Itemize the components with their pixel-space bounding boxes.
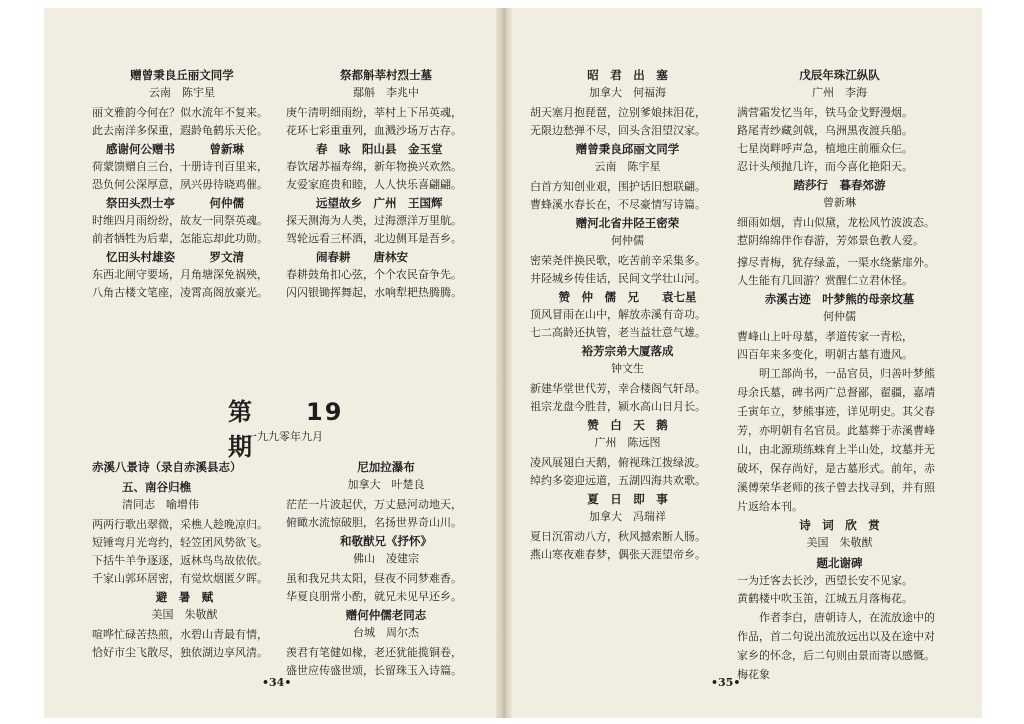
poem-line: 惹阴绵绵伴作春游，芳郊景色教人爱。 (737, 234, 924, 247)
poem-block (286, 248, 486, 302)
poem-block (286, 532, 486, 606)
poem-title: 闹春耕 唐林安 (316, 250, 408, 264)
poem-author: 云南 陈宇星 (149, 86, 215, 99)
poem-block (737, 290, 942, 516)
poem-block (286, 66, 486, 140)
poem-title: 祭田头烈士亭 何仲儒 (106, 196, 244, 210)
poem-line: 千家山郭环居密，有觉炊烟匿夕晖。 (92, 572, 268, 585)
poem-line: 友爱家庭贵和睦，人人快乐喜翩翩。 (286, 178, 462, 191)
poem-line: 东西北闸守要场，月角塘深免祸殃， (92, 268, 268, 281)
poem-line: 凌风展翅白天鹅，俯视珠江拨绿波。 (530, 456, 706, 469)
poem-line: 新建华堂世代芳，幸合楼阁气轩昂。 (530, 382, 706, 395)
page-number-left: •34• (262, 676, 292, 689)
poem-block (286, 458, 486, 532)
poem-title: 题北谢碑 (816, 556, 863, 570)
poem-title: 赠曾秉良邱丽文同学 (575, 142, 680, 156)
poem-line: 夏日沉雷动八方，秋风撼索断人肠。 (530, 530, 706, 543)
poem-author: 何仲儒 (823, 310, 856, 323)
left-column-1 (92, 66, 272, 302)
poem-line: 两两行歌出翠微，采樵人趁晚凉归。 (92, 518, 268, 531)
poem-author: 美国 朱敬猷 (151, 608, 218, 621)
poem-block (530, 342, 725, 416)
poem-author: 加拿大 何福海 (589, 86, 666, 99)
poem-line: 此去南洋多保重，遐龄龟鹤乐天伦。 (92, 124, 268, 137)
poem-author: 佛山 凌建宗 (353, 552, 419, 565)
poem-title: 五、南谷归樵 (122, 480, 191, 494)
poem-title: 远望故乡 广州 王国辉 (316, 196, 443, 210)
poem-author: 钟文生 (611, 362, 644, 375)
poem-block (530, 140, 725, 214)
right-column-2 (737, 66, 942, 684)
poem-line: 井陉城乡传佳话，民间文学壮山河。 (530, 272, 706, 285)
poem-block (737, 516, 942, 684)
poem-line: 无限边愁弹不尽，回头含泪望汉家。 (530, 124, 706, 137)
poem-author: 加拿大 冯瑞祥 (589, 510, 666, 523)
poem-line: 四百年来多变化，明朝古墓有遗风。 (737, 348, 913, 361)
poem-series-title: 赤溪八景诗（录自赤溪县志） (92, 460, 242, 474)
poem-title: 赠曾秉良丘丽文同学 (130, 68, 234, 82)
poem-line: 前者牺牲为后辈，怎能忘却此功勋。 (92, 232, 268, 245)
poem-author: 广州 陈远图 (594, 436, 661, 449)
poem-line: 七二高龄还执管，老当益壮意气雄。 (530, 326, 706, 339)
prose-paragraph: 明工部尚书，一品官员，归善叶梦熊母余氏墓，碑书两广总督鄙，翟疆，嘉靖壬寅年立，梦熊事迹，详见明史。其父春芳，亦明朝有名官员。此墓葬于赤溪曹峰山，由北源琐练蛛育上半山处，坟墓并无破坏，保存尚好，是古墓形式。前年，赤溪傅荣华老师的孩子曾去找寻到，并有照片返给本刊。 (737, 367, 935, 513)
poem-line: 密荣尧伴换民歌，吃苦前辛采集多。 (530, 254, 706, 267)
poem-author: 云南 陈宇星 (594, 160, 661, 173)
poem-title: 避 暑 赋 (155, 590, 214, 604)
poem-line: 满营霜发忆当年，铁马金戈野漫烟。 (737, 106, 913, 119)
left-column-2 (286, 66, 486, 302)
poem-title: 赠河北省井陉王密荣 (575, 216, 680, 230)
poem-line: 丽文雅韵今何在？似水流年不复来。 (92, 106, 268, 119)
poem-block (530, 416, 725, 490)
poem-line: 春耕鼓角扣心弦，个个农民奋争先。 (286, 268, 462, 281)
poem-author: 鄢斛 李兆中 (353, 86, 419, 99)
poem-author: 美国 朱敬猷 (806, 536, 873, 549)
poem-line: 荷蒙馈赠自三台，十册诗刊百里来， (92, 160, 268, 173)
poem-line: 七星岗畔呼声急，植地庄前雁众仨。 (737, 142, 913, 155)
poem-line: 人生能有几回游？赏醒仁立君休怪。 (737, 274, 913, 287)
poem-block (286, 606, 486, 680)
issue-date: 一九九零年九月 (246, 430, 323, 443)
poem-line: 短锤弯月光弯约，轻笠团风势欲飞。 (92, 536, 268, 549)
poem-line: 闪闪银锄挥舞起，水响犁耙热腾腾。 (286, 286, 462, 299)
poem-block (92, 458, 277, 588)
poem-block (530, 288, 725, 342)
poem-title: 赞 白 天 鹅 (587, 418, 668, 432)
poem-line: 下括牛羊争逐逐，返林鸟鸟故依依。 (92, 554, 268, 567)
poem-author: 加拿大 叶楚良 (347, 478, 425, 491)
poem-block (530, 490, 725, 564)
poem-author: 清同志 喻增伟 (122, 498, 199, 511)
poem-title: 和敬猷兄《抒怀》 (340, 534, 432, 548)
page-number-right: •35• (711, 676, 741, 689)
poem-block (92, 194, 272, 248)
poem-title: 裕芳宗弟大厦落成 (581, 344, 674, 358)
poem-block (92, 588, 277, 662)
poem-line: 探天测海为人类，过海漂洋万里航。 (286, 214, 462, 227)
poem-line: 俯瞰水流惊破胆，名扬世界奇山川。 (286, 516, 462, 529)
poem-line: 细雨如烟，青山似黛，龙松风竹波波态。 (737, 216, 935, 229)
poem-title: 尼加拉瀑布 (357, 460, 415, 474)
poem-line: 白首方知创业艰，围护话旧想联翩。 (530, 180, 706, 193)
poem-title: 夏 日 即 事 (587, 492, 668, 506)
poem-line: 忍计头颅抛几许，而今喜化艳阳天。 (737, 160, 913, 173)
poem-author: 广州 李海 (812, 86, 867, 99)
poem-title: 踏莎行 暮春郊游 (793, 178, 886, 192)
poem-title: 赠何仲儒老同志 (345, 608, 427, 622)
poem-block (286, 140, 486, 194)
book-gutter (496, 8, 512, 718)
poem-line: 喧哗忙碌苦热煎，水碧山青最有情， (92, 628, 268, 641)
prose-paragraph: 作者李白，唐朝诗人，在流放途中的作品，首二句说出流放远出以及在途中对家乡的怀念，后二句则由景而寄以感慨。梅花象 (737, 611, 935, 681)
poem-block (530, 66, 725, 140)
poem-author: 曾新琳 (823, 196, 856, 209)
poem-title: 忆田头村雄姿 罗文清 (106, 250, 244, 264)
issue-heading: 第 19 期 (228, 398, 396, 461)
poem-line: 一为迁客去长沙，西望长安不见家。 (737, 574, 913, 587)
section-title: 诗 词 欣 赏 (799, 518, 880, 532)
poem-line: 燕山寒夜难春梦，偶张天涯望帝乡。 (530, 548, 706, 561)
poem-line: 曹峰山上叶母墓，孝道传家一青松， (737, 330, 913, 343)
poem-line: 恰好市尘飞散尽，独依湖边享风清。 (92, 646, 268, 659)
poem-block (286, 194, 486, 248)
poem-line: 胡天塞月抱琵琶，泣别爹娘抹泪花， (530, 106, 706, 119)
poem-block (92, 66, 272, 140)
poem-line: 时维四月雨纷纷，故友一同祭英魂。 (92, 214, 268, 227)
poem-author: 何仲儒 (611, 234, 644, 247)
poem-line: 华夏良朋常小酌，就兄未见早还乡。 (286, 590, 462, 603)
poem-title: 春 咏 阳山县 金玉堂 (316, 142, 443, 156)
poem-line: 撑尽青梅，犹存绿盖，一渠水绕紫扉外。 (737, 256, 935, 269)
poem-block (737, 66, 942, 176)
poem-line: 虽和我兄共太阳，昼夜不同梦难香。 (286, 572, 462, 585)
poem-line: 黄鹤楼中吹玉笛，江城五月落梅花。 (737, 592, 913, 605)
poem-line: 春饮屠苏福寿绵，新年物换兴欢然。 (286, 160, 462, 173)
poem-title: 戊辰年珠江纵队 (799, 68, 880, 82)
poem-title: 感谢何公赠书 曾新琳 (106, 142, 244, 156)
poem-line: 盛世应传盛世颂，长留珠玉入诗篇。 (286, 664, 462, 677)
right-column-1 (530, 66, 725, 564)
poem-block (92, 140, 272, 194)
poem-block (530, 214, 725, 288)
poem-line: 驾轮远看三杯酒，北边侧耳是吾乡。 (286, 232, 462, 245)
poem-line: 绰约多姿迎远道，五湖四海共欢歌。 (530, 474, 706, 487)
poem-line: 花环七彩重重列，血溅沙场万古存。 (286, 124, 462, 137)
poem-title: 赞 仲 儒 兄 袁七星 (558, 290, 697, 304)
poem-block (92, 248, 272, 302)
poem-title: 祭都斛莘村烈士墓 (340, 68, 432, 82)
poem-author: 台城 周尔杰 (353, 626, 419, 639)
poem-line: 羡君有笔健如椽，老还犹能揽铜卷， (286, 646, 462, 659)
poem-line: 恐负何公深厚意，夙兴毋待晓鸡催。 (92, 178, 268, 191)
poem-line: 茫茫一片波起伏，万丈悬河动地天， (286, 498, 462, 511)
poem-title: 赤溪古迹 叶梦熊的母亲坟墓 (764, 292, 915, 306)
poem-line: 八角古楼文笔座，凌霄高阁放豪光。 (92, 286, 268, 299)
poem-line: 祖宗龙盘今胜昔，颍水高山日月长。 (530, 400, 706, 413)
left-bottom-column-2 (286, 458, 486, 680)
poem-line: 曹蜂溪水春长在，不尽豪情写诗篇。 (530, 198, 706, 211)
left-bottom-column-1 (92, 458, 277, 662)
poem-line: 顶风冒雨在山中，解放赤溪有奇功。 (530, 308, 706, 321)
poem-title: 昭 君 出 塞 (587, 68, 668, 82)
poem-block (737, 176, 942, 290)
poem-line: 路尾青纱藏剑戟，乌洲黑夜渡兵船。 (737, 124, 913, 137)
poem-line: 庚午清明细雨纷，莘村上下吊英魂， (286, 106, 462, 119)
